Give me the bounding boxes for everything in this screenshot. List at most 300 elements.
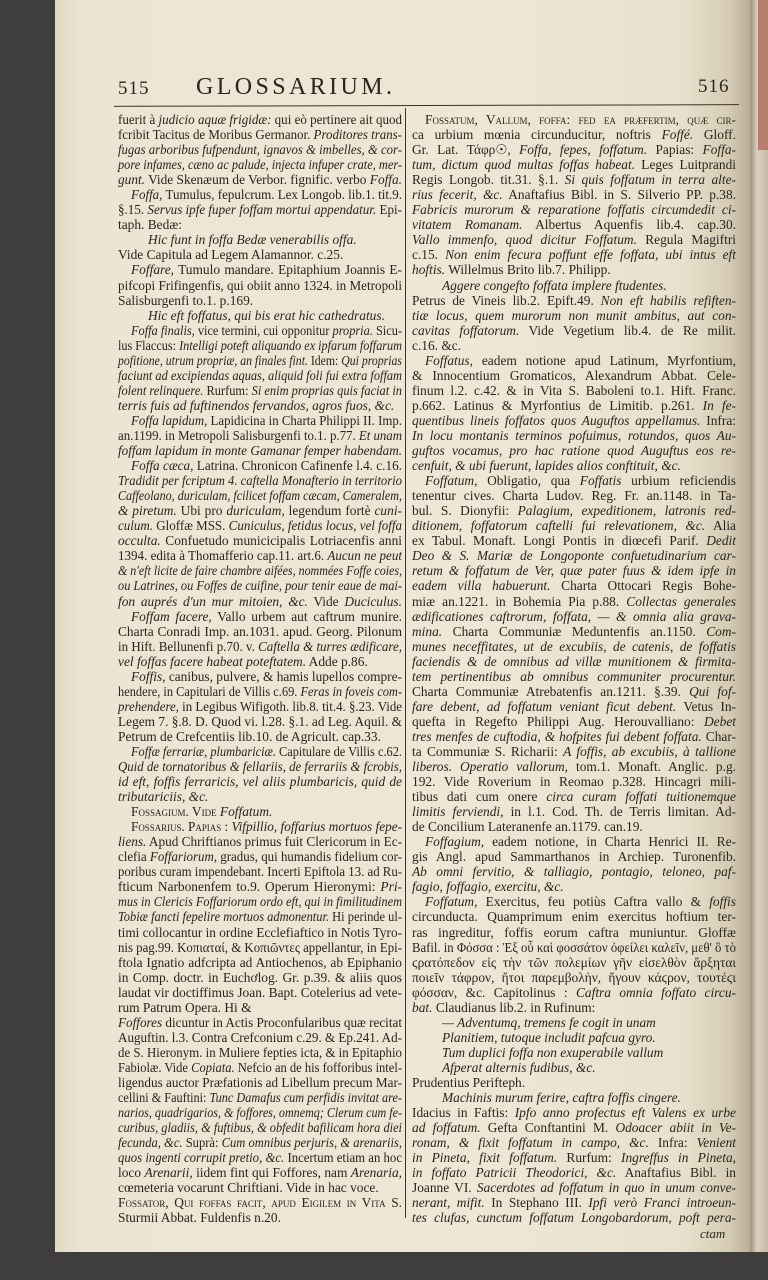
- roman-text: tom.1. Monaft. Anglic. p.g.: [568, 759, 736, 775]
- text-line: [118, 594, 402, 609]
- italic-text: ronam, & fixit foffatum in campo, &c.: [412, 1135, 649, 1151]
- italic-text: Foffa finalis,: [131, 322, 195, 338]
- roman-text: tibus dati cum onere: [412, 789, 547, 805]
- italic-text: Aucun ne peut: [327, 548, 402, 564]
- text-line-content: [118, 503, 402, 518]
- italic-text: Debet: [704, 713, 736, 729]
- italic-text: Si quis foffatum in terra alte-: [564, 172, 736, 188]
- text-line-content: [412, 1105, 736, 1120]
- text-line-content: [412, 925, 736, 940]
- text-line-content: [118, 1195, 402, 1210]
- text-line: [412, 187, 736, 202]
- roman-text: canibus, pulvere, & hamis lupellos compre-: [165, 668, 402, 684]
- text-line: [118, 624, 402, 639]
- text-line: [412, 368, 736, 383]
- text-line: [412, 503, 736, 518]
- text-line: [412, 1120, 736, 1135]
- roman-text: Tumulus, fepulcrum. Lex Longob. lib.1. tit.9.: [162, 187, 402, 203]
- text-line: [412, 1045, 736, 1060]
- text-line: [118, 1180, 402, 1195]
- adjacent-page-edge: [750, 0, 768, 1252]
- text-line-content: [412, 624, 736, 639]
- text-line: [118, 1030, 402, 1045]
- text-line: [118, 759, 402, 774]
- text-line-content: [412, 262, 611, 277]
- italic-text: Feras in foveis com-: [300, 683, 402, 699]
- roman-text: Willelmus Brito lib.7. Philipp.: [445, 262, 611, 278]
- roman-text: Capitulare de Villis c.62.: [275, 743, 402, 759]
- italic-text: culum.: [118, 518, 154, 534]
- italic-text: foffis: [709, 894, 736, 910]
- italic-text: In locu montanis terminos pofuimus, rotundos, quos Au-: [412, 427, 736, 443]
- text-line: [412, 594, 736, 609]
- roman-text: de Concilium Lateranenfe an.1179. can.19.: [412, 819, 643, 835]
- roman-text: Obligatio, qua: [477, 473, 580, 489]
- text-line-content: [412, 1135, 736, 1150]
- text-line: [118, 443, 402, 458]
- text-line-content: [412, 428, 736, 443]
- italic-text: Odoacer abiit in Ve-: [615, 1120, 736, 1136]
- roman-text: ϛρατόπεδον εἰς τὴν τῶν πολεμίων γῆν εἰσελθὸν ἄρξηται: [412, 954, 736, 970]
- roman-text: ca urbium mœnia circunducitur, noftris: [412, 127, 662, 143]
- italic-text: bat.: [412, 999, 433, 1015]
- text-line-content: [412, 1195, 736, 1210]
- roman-text: Legem 7. §.8. D. Quod vi. l.28. §.1. ad Leg. Aquil. &: [118, 713, 402, 729]
- italic-text: Foffé.: [661, 127, 694, 143]
- italic-text: Qui fof-: [689, 683, 737, 699]
- roman-text: Vetus In-: [676, 698, 736, 714]
- text-line-content: [425, 112, 736, 127]
- italic-text: Si enim proprias quis faciat in: [251, 382, 402, 398]
- text-line-content: [118, 774, 402, 789]
- text-line: [412, 172, 736, 187]
- text-line: [118, 262, 402, 277]
- text-line-content: [118, 338, 402, 353]
- text-line: [118, 1000, 402, 1015]
- text-line-content: [118, 1030, 402, 1045]
- roman-text: Suprà:: [182, 1135, 222, 1151]
- text-line-content: [118, 157, 402, 172]
- roman-text: an.1199. in Metropoli Salisburgenfi to.1. p.77.: [118, 427, 359, 443]
- text-line-content: [118, 548, 402, 563]
- text-line: [118, 202, 402, 217]
- roman-text: in Hift. Bellunenfi p.70. v.: [118, 638, 259, 654]
- text-line-content: [412, 669, 736, 684]
- italic-text: & n'eft licite de faire chambre aifées, nommées Foffe coies,: [118, 563, 402, 579]
- italic-text: fare debent, ad foffatum veniant ficut debent.: [412, 698, 677, 714]
- text-line: [118, 413, 402, 428]
- roman-text: de S. Hieronym. in Muliere fepties icta, & in Epitaphio: [118, 1044, 402, 1060]
- italic-text: Planitiem, tutoque includit pafcua gyro.: [442, 1029, 656, 1045]
- text-line: [412, 639, 736, 654]
- text-line: [118, 1075, 402, 1090]
- roman-text: Exercitus, feu potiùs Caftra vallo &: [477, 894, 710, 910]
- roman-text: §.15.: [118, 202, 148, 218]
- text-line: [412, 1165, 736, 1180]
- text-line-content: [412, 759, 736, 774]
- italic-text: liberos. Operatio vallorum,: [412, 759, 569, 775]
- text-line-content: [412, 1000, 595, 1015]
- text-line: [412, 729, 736, 744]
- italic-text: Hic eft foffatus, qui bis erat hic cathedratus.: [148, 307, 385, 323]
- italic-text: Copiata.: [191, 1059, 235, 1075]
- roman-text: Idem:: [307, 352, 342, 368]
- roman-text: Charta Ottocari Regis Bohe-: [550, 578, 736, 594]
- text-line-content: [131, 609, 402, 624]
- italic-text: Foffatum,: [425, 473, 478, 489]
- roman-text: Infra:: [700, 412, 736, 428]
- text-line: [118, 353, 402, 368]
- text-line-content: [412, 202, 736, 217]
- italic-text: Foffa-: [702, 142, 736, 158]
- text-line: [412, 970, 736, 985]
- roman-text: Gr. Lat. Τάφρ☉,: [412, 142, 520, 158]
- italic-text: Sacerdotes ad foffatum in quo in unum conve-: [476, 1180, 736, 1196]
- italic-text: mina.: [412, 623, 443, 639]
- text-line-content: [118, 473, 402, 488]
- roman-text: gis Angl. apud Sammarthanos in Archiep. Turonenfib.: [412, 849, 736, 865]
- italic-text: propria.: [332, 322, 373, 338]
- text-line: [412, 1000, 736, 1015]
- italic-text: tum, dictum quod multas foffas habeat.: [412, 157, 636, 173]
- italic-text: Deo & S. Mariæ de Longoponte confuetudinarium car-: [412, 548, 736, 564]
- text-line-content: [118, 1045, 402, 1060]
- text-line-content: [118, 563, 402, 578]
- text-line-content: [442, 1045, 663, 1060]
- text-line: [118, 127, 402, 142]
- roman-text: Leges Luitprandi: [635, 157, 736, 173]
- text-line: [412, 714, 736, 729]
- text-line: [412, 398, 736, 413]
- text-line: [412, 864, 736, 879]
- text-line: [412, 1075, 736, 1090]
- text-line-content: [412, 714, 736, 729]
- italic-text: retum & foffatum de Ver, quæ pater fuus & idem ipfe in: [412, 563, 736, 579]
- text-line: [412, 834, 736, 849]
- text-line-content: [412, 338, 461, 353]
- running-title: GLOSSARIUM.: [196, 74, 396, 100]
- text-line: [118, 864, 402, 879]
- roman-text: Alia: [705, 518, 736, 534]
- roman-text: Lapidicina in Charta Philippi II. Imp.: [207, 412, 402, 428]
- roman-text: 192. Vide Roverium in Reomao p.328. Hincagri mili-: [412, 774, 736, 790]
- text-line: [118, 955, 402, 970]
- roman-text: ligendus auctor Præfationis ad Libellum precum Mar-: [118, 1075, 402, 1090]
- text-line: [412, 232, 736, 247]
- roman-text: circunducta. Quamprimum enim exercitus hoftium ter-: [412, 909, 736, 925]
- italic-text: ou Latrines, ou Foffes de cuifine, pour tenir eaue de mai-: [118, 578, 402, 594]
- text-line: [412, 1090, 736, 1105]
- text-line-content: [131, 669, 402, 684]
- italic-text: Caftella & turres ædificare,: [258, 638, 402, 654]
- text-line-content: [118, 443, 402, 458]
- text-line: [412, 338, 736, 353]
- italic-text: Vallo immenfo, quod dicitur Foffatum.: [412, 232, 637, 248]
- text-line-content: [412, 503, 736, 518]
- text-line-content: [118, 1180, 379, 1195]
- italic-text: Servus ipfe fuper foffam mortui appendatur.: [147, 202, 377, 218]
- text-line-content: [412, 940, 736, 955]
- text-line-content: [412, 774, 736, 789]
- roman-text: gradus, qui humandis fidelium cor-: [217, 849, 402, 865]
- italic-text: vel foffas facere habeat poteftatem.: [118, 653, 307, 669]
- roman-text: dicuntur in Actis Proconfularibus quæ recitat: [162, 1014, 402, 1030]
- roman-text: ftola Ignatio adfcripta ad Antiochenos, ab Epiphanio: [118, 954, 402, 970]
- roman-text: Vide Skenæum de Verbor. fignific. verbo: [145, 172, 370, 188]
- text-line: [118, 172, 402, 187]
- text-line-content: [118, 970, 402, 985]
- text-line: [118, 879, 402, 894]
- text-line-content: [425, 353, 736, 368]
- text-line-content: [442, 1030, 656, 1045]
- italic-text: judicio aquæ frigidæ:: [158, 112, 272, 127]
- roman-text: cœmeteria vocarunt Chriftiani. Vide in hac voce.: [118, 1180, 379, 1196]
- italic-text: tes clufas, cunctum foffatum Longobardorum, poft pera-: [412, 1210, 736, 1226]
- text-line-content: [118, 142, 402, 157]
- catchword: ctam: [700, 1226, 726, 1241]
- text-line-content: [412, 383, 736, 398]
- roman-text: qui eò pertinere ait quod: [271, 112, 402, 127]
- italic-text: prehendere,: [118, 698, 179, 714]
- text-line: [118, 488, 402, 503]
- roman-text: Vide: [307, 593, 345, 609]
- italic-text: eadem villa habuerunt.: [412, 578, 551, 594]
- text-line-content: [412, 955, 736, 970]
- text-line-content: [131, 804, 272, 819]
- roman-text: Petrum de Crefcentiis lib.10. de Agricult. cap.33.: [118, 728, 381, 744]
- text-line: [118, 473, 402, 488]
- text-line: [118, 428, 402, 443]
- text-line-content: [118, 1060, 402, 1075]
- text-line: [412, 112, 736, 127]
- text-line-content: [442, 1060, 596, 1075]
- text-line: [412, 1180, 736, 1195]
- text-line: [118, 1195, 402, 1210]
- roman-text: bul. S. Dionyfii:: [412, 503, 518, 519]
- text-line-content: [412, 1210, 736, 1225]
- roman-text: laudat vir doctiffimus Joan. Bapt. Cotelerius ad vete-: [118, 984, 402, 1000]
- text-line-content: [118, 247, 343, 262]
- roman-text: Anaftafius Bibl. in S. Silverio PP. p.38.: [502, 187, 736, 203]
- text-line: [412, 1135, 736, 1150]
- roman-text: in l.1. Cod. Th. de Terris limitan. Ad-: [503, 804, 736, 820]
- roman-text: legendum fortè: [284, 503, 375, 519]
- text-line: [412, 533, 736, 548]
- text-line-content: [412, 172, 736, 187]
- text-line: [118, 217, 402, 232]
- roman-text: Joanne VI.: [412, 1180, 477, 1196]
- italic-text: Quid de tornatoribus & fellariis, de ferrariis & fcrobis,: [118, 759, 402, 775]
- text-line-content: [118, 1150, 402, 1165]
- italic-text: Et unam: [358, 427, 402, 443]
- text-line-content: [118, 383, 402, 398]
- text-line: [412, 488, 736, 503]
- text-line: [412, 563, 736, 578]
- roman-text: Apud Chriftianos primus fuit Clericorum in Ec-: [146, 834, 402, 850]
- text-line-content: [442, 1090, 681, 1105]
- text-line: [118, 909, 402, 924]
- text-line: [412, 699, 736, 714]
- text-line-content: [425, 894, 736, 909]
- roman-text: fcribit Tacitus de Moribus Germanor.: [118, 127, 314, 143]
- text-line-content: [131, 187, 402, 202]
- italic-text: vitatem Romanam.: [412, 217, 523, 233]
- italic-text: Ipfi verò Franci introeun-: [588, 1195, 737, 1211]
- roman-text: Charta Communiæ Atrebatenfis an.1211. §.39.: [412, 683, 690, 699]
- roman-text: Confuetudo municicipalis Lotriacenfis anni: [160, 533, 402, 549]
- text-line: [412, 293, 736, 308]
- roman-text: p.662. Latinus & Myrfontius de Limitib. p.261.: [412, 397, 703, 413]
- text-line: [412, 1195, 736, 1210]
- page-number-left: 515: [118, 78, 150, 99]
- left-column: [118, 112, 402, 1225]
- text-line: [118, 518, 402, 533]
- text-line: [118, 1045, 402, 1060]
- italic-text: Collectas generales: [626, 593, 736, 609]
- text-line-content: [118, 533, 402, 548]
- text-line: [412, 578, 736, 593]
- italic-text: Foffare,: [131, 262, 175, 278]
- text-line: [412, 624, 736, 639]
- italic-text: In fe-: [702, 397, 736, 413]
- text-line: [118, 789, 402, 804]
- headword: Fossagium. Vide: [131, 804, 220, 820]
- italic-text: Foffariorum,: [149, 849, 218, 865]
- roman-text: Gloff.: [693, 127, 736, 143]
- text-line: [412, 940, 736, 955]
- text-line-content: [412, 548, 736, 563]
- text-line-content: [131, 262, 402, 277]
- roman-text: Bafil. in Φόσσα : Ἐξ οὗ καὶ φοσσάτον ὀφείλει καλεῖν, μεθ' ὃ τὸ: [412, 939, 736, 955]
- text-line-content: [412, 127, 736, 142]
- page-edge-mark: [758, 0, 768, 150]
- text-line-content: [412, 909, 736, 924]
- text-line: [118, 383, 402, 398]
- text-line: [412, 879, 736, 894]
- text-line: [118, 1015, 402, 1030]
- text-line-content: [131, 458, 402, 473]
- roman-text: Tumulo mandare. Epitaphium Joannis E-: [174, 262, 402, 278]
- text-line: [412, 909, 736, 924]
- text-line-content: [118, 834, 402, 849]
- roman-text: tenentur cives. Charta Ludov. Reg. Fr. an.1148. in Ta-: [412, 488, 736, 504]
- roman-text: Gefta Conftantini M.: [480, 1120, 616, 1136]
- text-line-content: [118, 278, 402, 293]
- italic-text: Intelligi poteft aliquando ex ipfarum foffarum: [179, 337, 402, 353]
- italic-text: Cuniculus, fetidus locus, vel foffa: [228, 518, 402, 534]
- text-line: [412, 247, 736, 262]
- italic-text: id eft, foffis ferraricis, vel aliis plumbaricis, quid de: [118, 774, 402, 790]
- text-line: [118, 323, 402, 338]
- italic-text: Foffagium,: [425, 834, 485, 850]
- italic-text: foffam lapidum in monte Gamanar femper habendam.: [118, 443, 402, 459]
- italic-text: terris fuis ad fuftinendos fervandos, agros fuos, &c.: [118, 397, 395, 413]
- italic-text: nerant, mifit.: [412, 1195, 485, 1211]
- text-line: [118, 774, 402, 789]
- roman-text: Adde p.86.: [306, 653, 368, 669]
- italic-text: fon auprés d'un mur mitoien, &c.: [118, 593, 308, 609]
- text-line-content: [118, 1135, 402, 1150]
- italic-text: Foffa cæca,: [131, 458, 194, 474]
- text-line-content: [118, 955, 402, 970]
- roman-text: cellini & Fauftini:: [118, 1090, 210, 1106]
- roman-text: Auguftin. l.3. Contra Crefconium c.29. & Ep.241. Ad-: [118, 1029, 402, 1045]
- text-line: [118, 804, 402, 819]
- text-line-content: [118, 879, 402, 894]
- italic-text: ad foffatum.: [412, 1120, 481, 1136]
- text-line: [118, 112, 402, 127]
- italic-text: fecunda, &c.: [118, 1135, 183, 1151]
- roman-text: Gloffæ MSS.: [153, 518, 229, 534]
- italic-text: folent relinquere.: [118, 382, 204, 398]
- text-line-content: [412, 563, 736, 578]
- roman-text: eadem notione, in Charta Henrici II. Re-: [484, 834, 736, 850]
- italic-text: fagio, foffagio, exercitu, &c.: [412, 879, 564, 895]
- text-line: [412, 458, 736, 473]
- text-line: [412, 127, 736, 142]
- text-line-content: [118, 1165, 402, 1180]
- roman-text: urbium reficiendis: [621, 473, 736, 489]
- text-line-content: [118, 894, 402, 909]
- roman-text: Incertum etiam an hoc: [284, 1150, 402, 1166]
- text-line: [412, 353, 736, 368]
- italic-text: Afperat alternis fudibus, &c.: [442, 1059, 596, 1075]
- text-line-content: [118, 789, 208, 804]
- text-line-content: [118, 217, 182, 232]
- text-line: [118, 1165, 402, 1180]
- text-line: [412, 955, 736, 970]
- text-line: [118, 834, 402, 849]
- roman-text: Vide Capitula ad Legem Alamannor. c.25.: [118, 247, 344, 263]
- italic-text: Arenaria,: [350, 1165, 402, 1181]
- text-line-content: [412, 443, 736, 458]
- roman-text: ta Communiæ S. Richarii:: [412, 743, 564, 759]
- text-line: [118, 819, 402, 834]
- text-line-content: [412, 789, 736, 804]
- text-line: [118, 609, 402, 624]
- text-line-content: [425, 834, 736, 849]
- text-line-content: [412, 398, 736, 413]
- italic-text: cuni-: [374, 503, 402, 519]
- roman-text: Charta Conradi Imp. an.1031. apud. Georg. Pilonum: [118, 623, 402, 639]
- text-line-content: [118, 940, 402, 955]
- italic-text: Foffatum,: [425, 894, 478, 910]
- text-line-content: [412, 1120, 736, 1135]
- italic-text: curibus, gladiis, & fuftibus, & obfedit bafilicam hora diei: [118, 1120, 402, 1136]
- text-line: [118, 639, 402, 654]
- roman-text: Sicu-: [372, 322, 402, 338]
- text-line: [118, 142, 402, 157]
- text-line: [412, 819, 736, 834]
- roman-text: 1394. edita à Thomafferio cap.11. art.6.: [118, 548, 328, 564]
- text-line-content: [442, 278, 667, 293]
- roman-text: Rurfum:: [203, 382, 252, 398]
- column-divider: [405, 108, 406, 1218]
- text-line: [412, 1150, 736, 1165]
- text-line: [412, 473, 736, 488]
- italic-text: quos ingenti corrupit pretio, &c.: [118, 1150, 285, 1166]
- text-line: [412, 413, 736, 428]
- text-line-content: [412, 518, 736, 533]
- text-line: [118, 1060, 402, 1075]
- roman-text: Fabiolæ. Vide: [118, 1059, 192, 1075]
- roman-text: Nefcio an de his fofforibus intel-: [234, 1059, 402, 1075]
- text-line-content: [118, 925, 402, 940]
- text-line: [412, 1015, 736, 1030]
- text-line-content: [412, 744, 736, 759]
- roman-text: Charta Communiæ Meduntenfis an.1150.: [442, 623, 707, 639]
- italic-text: Foffatus,: [425, 352, 473, 368]
